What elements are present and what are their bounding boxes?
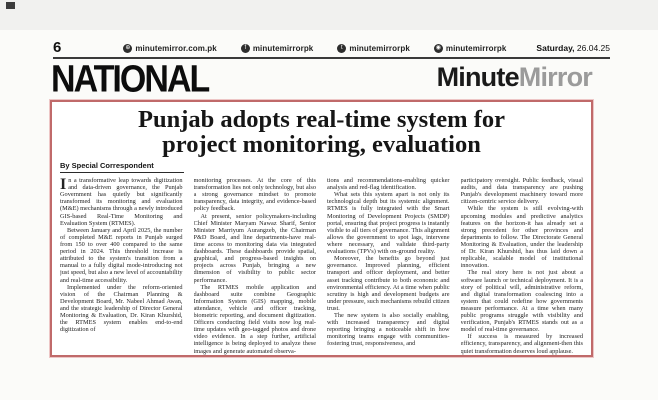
facebook-icon: f	[241, 44, 250, 53]
article-column-2	[194, 177, 317, 356]
corner-mark	[6, 2, 15, 9]
instagram-icon: ◉	[435, 45, 442, 51]
twitter-icon: t	[337, 44, 346, 53]
paragraph: The RTMES mobile application and dashboard suite combine Geographic Information System (GIS) mapping, mobile attendance, vehicle and officer tracking, biometric reporting, and document digitization. Officers conducting field visits now log real-time updates with geo-tagged photos and drone video evidence. In a step further, artificial intelligence is being deployed to analyze these images and generate automated observa-	[193, 283, 316, 355]
twitter-link	[337, 44, 410, 53]
website-link	[123, 44, 216, 53]
logo-secondary: Mirror	[518, 62, 592, 92]
page-number: 6	[53, 39, 62, 56]
paragraph: Moreover, the benefits go beyond just governance. Improved planning, efficient transport and officer deployment, and better asset tracking contribute to both economic and environmental efficiency. At a time when public scrutiny is high and development budgets are under pressure, such mechanisms rebuild citizen trust.	[327, 255, 450, 312]
paragraph: participatory oversight. Public feedback, visual audits, and data transparency are pushing Punjab's development machinery toward more citizen-centric service delivery.	[460, 176, 583, 206]
twitter-label: minutemirrorpk	[349, 44, 410, 53]
issue-date-value: 26.04.25	[576, 43, 610, 53]
article-headline	[60, 107, 583, 157]
page-header	[53, 36, 610, 55]
paragraph: monitoring processes. At the core of this transformation lies not only technology, but also a strong governance mindset to promote transparency, data integrity, and evidence-based policy feedback.	[193, 176, 316, 213]
article-column-1	[60, 177, 183, 356]
facebook-link	[241, 44, 314, 53]
paragraph: Implemented under the reform-oriented vision of the Chairman Planning & Development Board, Mr. Nabeel Ahmad Awan, and the strategic leadership of Director General Monitoring & Evaluation, Dr. Kiran Khurshid, the RTMES system enables end-to-end digitization of	[60, 283, 183, 334]
article-column-4	[461, 177, 584, 356]
headline-line-2: project monitoring, evaluation	[162, 130, 481, 158]
byline: By Special Correspondent	[60, 161, 184, 173]
website-icon: ⊕	[125, 45, 131, 51]
drop-cap: I	[60, 176, 67, 193]
paragraph: tions and recommendations-enabling quicker analysis and red-flag identification.	[327, 176, 450, 192]
article-column-3	[327, 177, 450, 356]
website-label: minutemirror.com.pk	[135, 44, 217, 53]
paragraph: In a transformative leap towards digitization and data-driven governance, the Punjab Government has quietly but significantly transformed its monitoring and evaluation (M&E) mechanisms through a newly introduced GIS-based Real-Time Monitoring and Evaluation System (RTMES).	[60, 176, 183, 227]
article-body	[60, 177, 583, 356]
newspaper-logo	[437, 62, 592, 93]
paragraph: The real story here is not just about a software launch or technical deployment. It is a story of political will, administrative reform, and digital transformation coalescing into a system that could redefine how governments measure performance. At a time when many public programs struggle with visibility and verification, Punjab's RTMES stands out as a model of real-time governance.	[460, 269, 583, 334]
issue-date	[536, 43, 610, 53]
headline-line-1: Punjab adopts real-time system for	[137, 106, 505, 133]
logo-primary: Minute	[436, 62, 519, 92]
issue-date-day: Saturday,	[536, 43, 575, 53]
section-title: NATIONAL	[51, 58, 209, 101]
instagram-label: minutemirrorpk	[445, 44, 507, 53]
article-box	[50, 100, 593, 357]
paragraph: What sets this system apart is not only its technological depth but its systemic alignment. RTMES is fully integrated with the Smart Monitoring of Development Projects (SMDP) portal, ensuring that project progress is instantly visible to all tiers of governance. This alignment allows the government to spot lags, intervene where necessary, and validate third-party evaluations (TPVs) with on-ground reality.	[327, 191, 450, 256]
paragraph: At present, senior policymakers-including Chief Minister Maryam Nawaz Sharif, Senior Minister Marriyum Aurangzeb, the Chairman P&D Board, and line departments-have real-time access to monitoring data via integrated dashboards. These dashboards provide spatial, graphical, and progress-based insights on projects across Punjab, bringing a new dimension of visibility to public sector performance.	[193, 212, 316, 284]
facebook-label: minutemirrorpk	[252, 44, 314, 53]
paragraph: While the system is still evolving-with upcoming modules and predictive analytics features on the horizon-it has already set a strong precedent for other provinces and departments to follow. The Directorate General Monitoring & Evaluation, under the leadership of Dr. Kiran Khurshid, has thus laid down a replicable, scalable model of institutional innovation.	[460, 205, 583, 270]
paragraph: The new system is also socially enabling, with increased transparency and digital reporting bringing a noticeable shift in how monitoring teams engage with communities-fostering trust, responsiveness, and	[327, 312, 450, 348]
paragraph: If success is measured by increased efficiency, transparency, and alignment-then this quiet transformation deserves loud applause.	[460, 333, 583, 355]
instagram-link	[434, 44, 507, 53]
social-links-row	[123, 44, 506, 53]
paragraph: Between January and April 2025, the number of completed M&E reports in Punjab surged from 150 to over 400 compared to the same period in 2024. This threshold increase is attributed to the system's transition from a manual to a fully digital mode-introducing not just speed, but also a new level of accountability and real-time accessibility.	[60, 226, 183, 284]
top-band	[0, 0, 658, 30]
